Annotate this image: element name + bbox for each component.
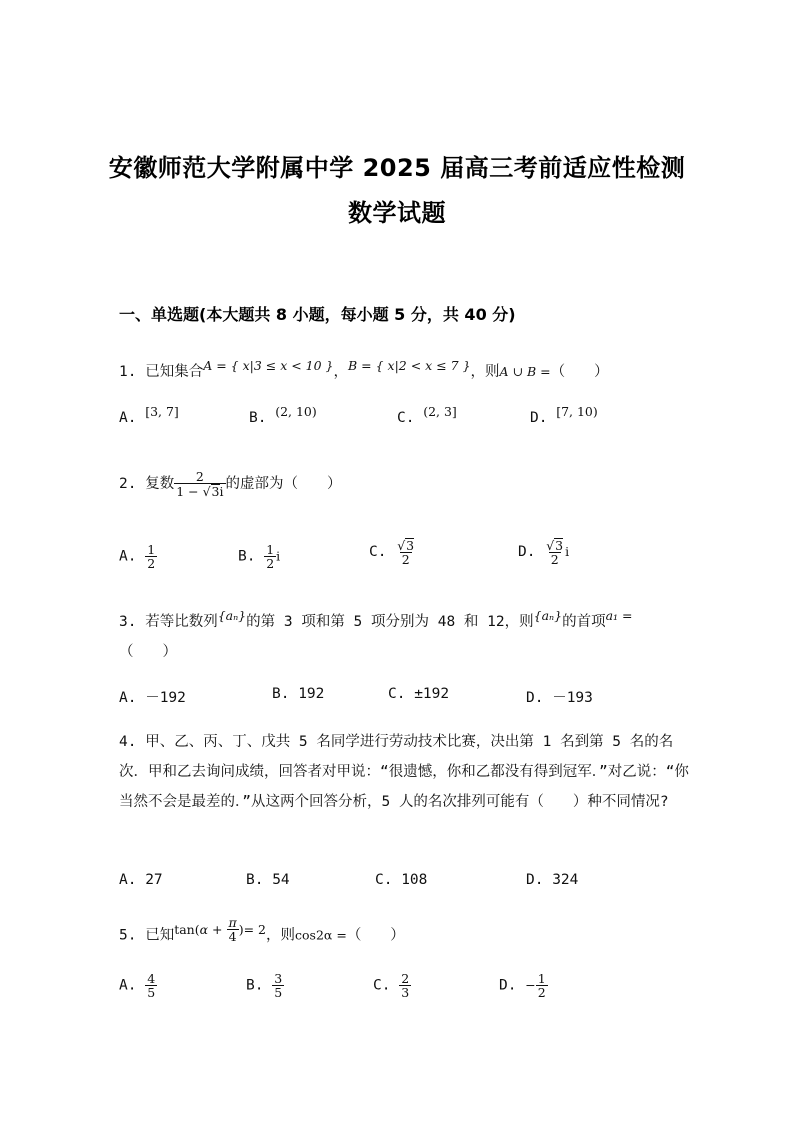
q5-option-d[interactable]: D. − $\frac{1}{2}$ (499, 971, 546, 1000)
set-a: A = { x|3 ≤ x < 10 } (203, 358, 334, 373)
q3-option-c[interactable]: C. ±192 (388, 686, 450, 702)
question-1: 1. 已知集合A = { x|3 ≤ x < 10 }，B = { x|2 < x ≤ 7 }，则A ∪ B =（ ） (119, 358, 609, 380)
q3-option-d[interactable]: D. －193 (526, 690, 593, 706)
answer-blank: （ ） (550, 364, 609, 380)
question-number: 1. (119, 364, 137, 380)
q2-option-d[interactable]: D. $\frac{√3}{2}$ i (518, 538, 570, 567)
answer-blank: （ ） (346, 927, 405, 944)
q4-option-c[interactable]: C. 108 (375, 872, 428, 888)
question-number: 2. (119, 476, 137, 492)
q1-option-a[interactable]: A. [3, 7] (119, 404, 179, 426)
section-heading: 一、单选题(本大题共 8 小题，每小题 5 分，共 40 分) (119, 305, 516, 324)
q1-option-b[interactable]: B. (2, 10) (249, 404, 317, 426)
q5-option-b[interactable]: B. $\frac{3}{5}$ (246, 971, 283, 1000)
q4-option-a[interactable]: A. 27 (119, 872, 163, 888)
question-3: 3. 若等比数列{aₙ}的第 3 项和第 5 项分别为 48 和 12，则{aₙ}的首项a₁ = (119, 608, 633, 630)
q2-option-a[interactable]: A. $\frac{1}{2}$ (119, 542, 156, 571)
question-5: 5. 已知tan(α + $\frac{\pi}{4}$ )= 2，则cos2α =（ ） (119, 915, 405, 944)
q3-option-b[interactable]: B. 192 (272, 686, 325, 702)
complex-fraction: $\frac{2}{1 - √3i}$ (176, 469, 224, 499)
exam-subtitle: 数学试题 (348, 199, 446, 227)
q1-option-d[interactable]: D. [7, 10) (530, 404, 598, 426)
q2-option-b[interactable]: B. $\frac{1}{2}$ i (238, 542, 281, 571)
q4-option-b[interactable]: B. 54 (246, 872, 290, 888)
question-number: 3. (119, 614, 137, 630)
q4-option-d[interactable]: D. 324 (526, 872, 579, 888)
q5-option-c[interactable]: C. $\frac{2}{3}$ (373, 971, 410, 1000)
question-number: 5. (119, 927, 137, 944)
answer-blank: （ ） (119, 644, 177, 660)
q5-option-a[interactable]: A. $\frac{4}{5}$ (119, 971, 156, 1000)
question-4: 4. 甲、乙、丙、丁、戊共 5 名同学进行劳动技术比赛，决出第 1 名到第 5 名的名次．甲和乙去询问成绩，回答者对甲说：“很遗憾，你和乙都没有得到冠军．”对乙说：“你当然不会是最差的．”从这两个回答分析，5 人的名次排列可能有（ ）种不同情况? (119, 734, 689, 810)
question-2: 2. 复数 $\frac{2}{1 - √3i}$ 的虚部为（ ） (119, 469, 342, 499)
set-b: B = { x|2 < x ≤ 7 } (348, 358, 471, 373)
q2-option-c[interactable]: C. $\frac{√3}{2}$ (369, 538, 415, 567)
q3-option-a[interactable]: A. －192 (119, 690, 186, 706)
union-expr: A ∪ B = (499, 364, 551, 379)
exam-title: 安徽师范大学附属中学 2025 届高三考前适应性检测 (108, 154, 686, 182)
q1-option-c[interactable]: C. (2, 3] (397, 404, 457, 426)
